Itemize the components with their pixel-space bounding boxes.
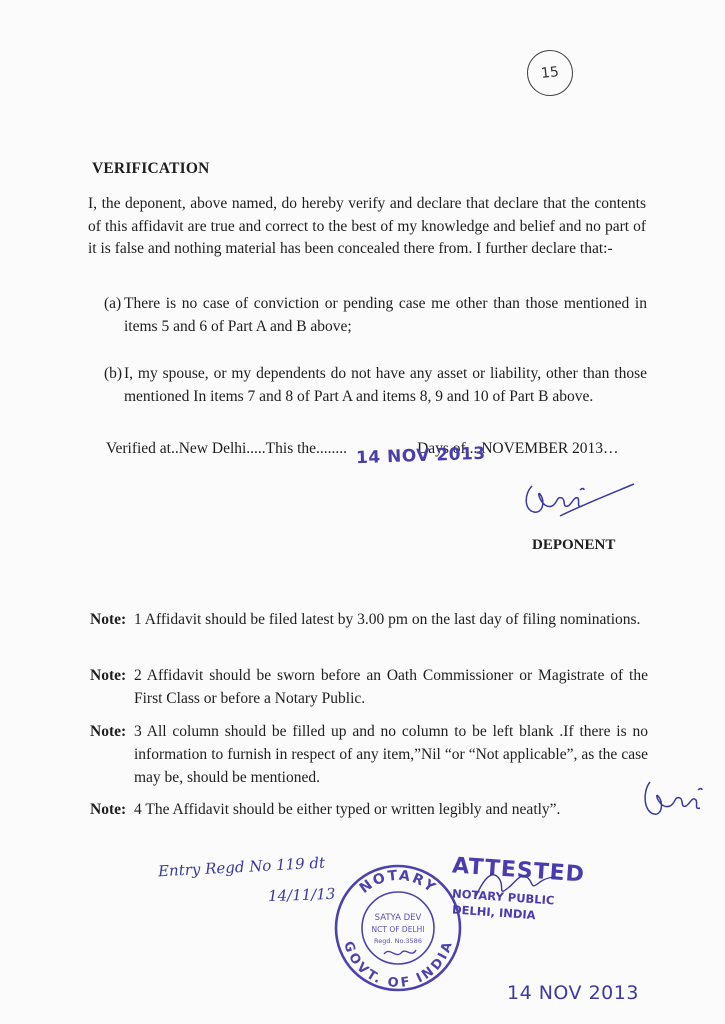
note-text: 4 The Affidavit should be either typed or written legibly and neatly”. [134,801,561,818]
declaration-item-a [104,292,647,338]
seal-name: SATYA DEV [374,913,422,923]
note-text: 2 Affidavit should be sworn before an Oath Commissioner or Magistrate of the First Class or before a Notary Public. [134,667,648,707]
svg-text:GOVT. OF INDIA [340,940,456,991]
verification-heading: VERIFICATION [92,160,210,177]
item-text: There is no case of conviction or pending case me other than those mentioned in items 5 and 6 of Part A and B above; [124,295,647,335]
deponent-label: DEPONENT [532,537,616,553]
attested-title: ATTESTED [451,853,586,888]
note-text: 3 All column should be filled up and no column to be left blank .If there is no information to furnish in respect of any item,”Nil “or “Not applicable”, as the case may be, should be mentioned. [134,723,648,786]
verified-prefix: Verified at..New Delhi.....This the........ [106,440,348,457]
seal-graphic [332,862,464,994]
page-number-text: 15 [540,64,560,82]
note-3 [90,720,648,789]
seal-regd: Regd. No.3586 [374,937,422,945]
verified-suffix: Days of....NOVEMBER 2013… [417,440,619,457]
note-text: 1 Affidavit should be filed latest by 3.00 pm on the last day of filing nominations. [134,611,641,628]
note-label: Note: [90,723,127,740]
margin-signature [640,772,712,828]
bottom-date-stamp: 14 NOV 2013 [507,982,639,1004]
item-text: I, my spouse, or my dependents do not have any asset or liability, other than those mentioned In items 7 and 8 of Part A and items 8, 9 and 10 of Part B above. [124,365,647,405]
declaration-item-b [104,362,647,408]
attested-line1: NOTARY PUBLIC [451,886,555,908]
note-label: Note: [90,611,127,628]
note-label: Note: [90,667,127,684]
item-marker: (a) [104,295,122,312]
notary-signature [470,866,565,902]
note-4 [90,798,648,821]
notary-seal [332,862,464,999]
note-1 [90,608,648,631]
seal-top-text: NOTARY [356,867,440,897]
item-marker: (b) [104,365,123,382]
deponent-signature [520,472,640,527]
page-number [525,48,576,99]
seal-area: NCT OF DELHI [371,925,425,934]
attested-line2: DELHI, INDIA [451,902,537,923]
seal-bottom-text: GOVT. OF INDIA [340,939,456,992]
note-label: Note: [90,801,127,818]
handwritten-entry-line2: 14/11/13 [267,884,336,906]
date-stamp-inline: 14 NOV 2013 [355,443,487,469]
verification-paragraph: I, the deponent, above named, do hereby verify and declare that declare that the contents of this affidavit are true and correct to the best of my knowledge and belief and no part of it is false and nothing material has been concealed there from. I further declare that:- [88,195,646,257]
note-2 [90,664,648,710]
handwritten-entry-line1: Entry Regd No 119 dt [157,853,326,881]
